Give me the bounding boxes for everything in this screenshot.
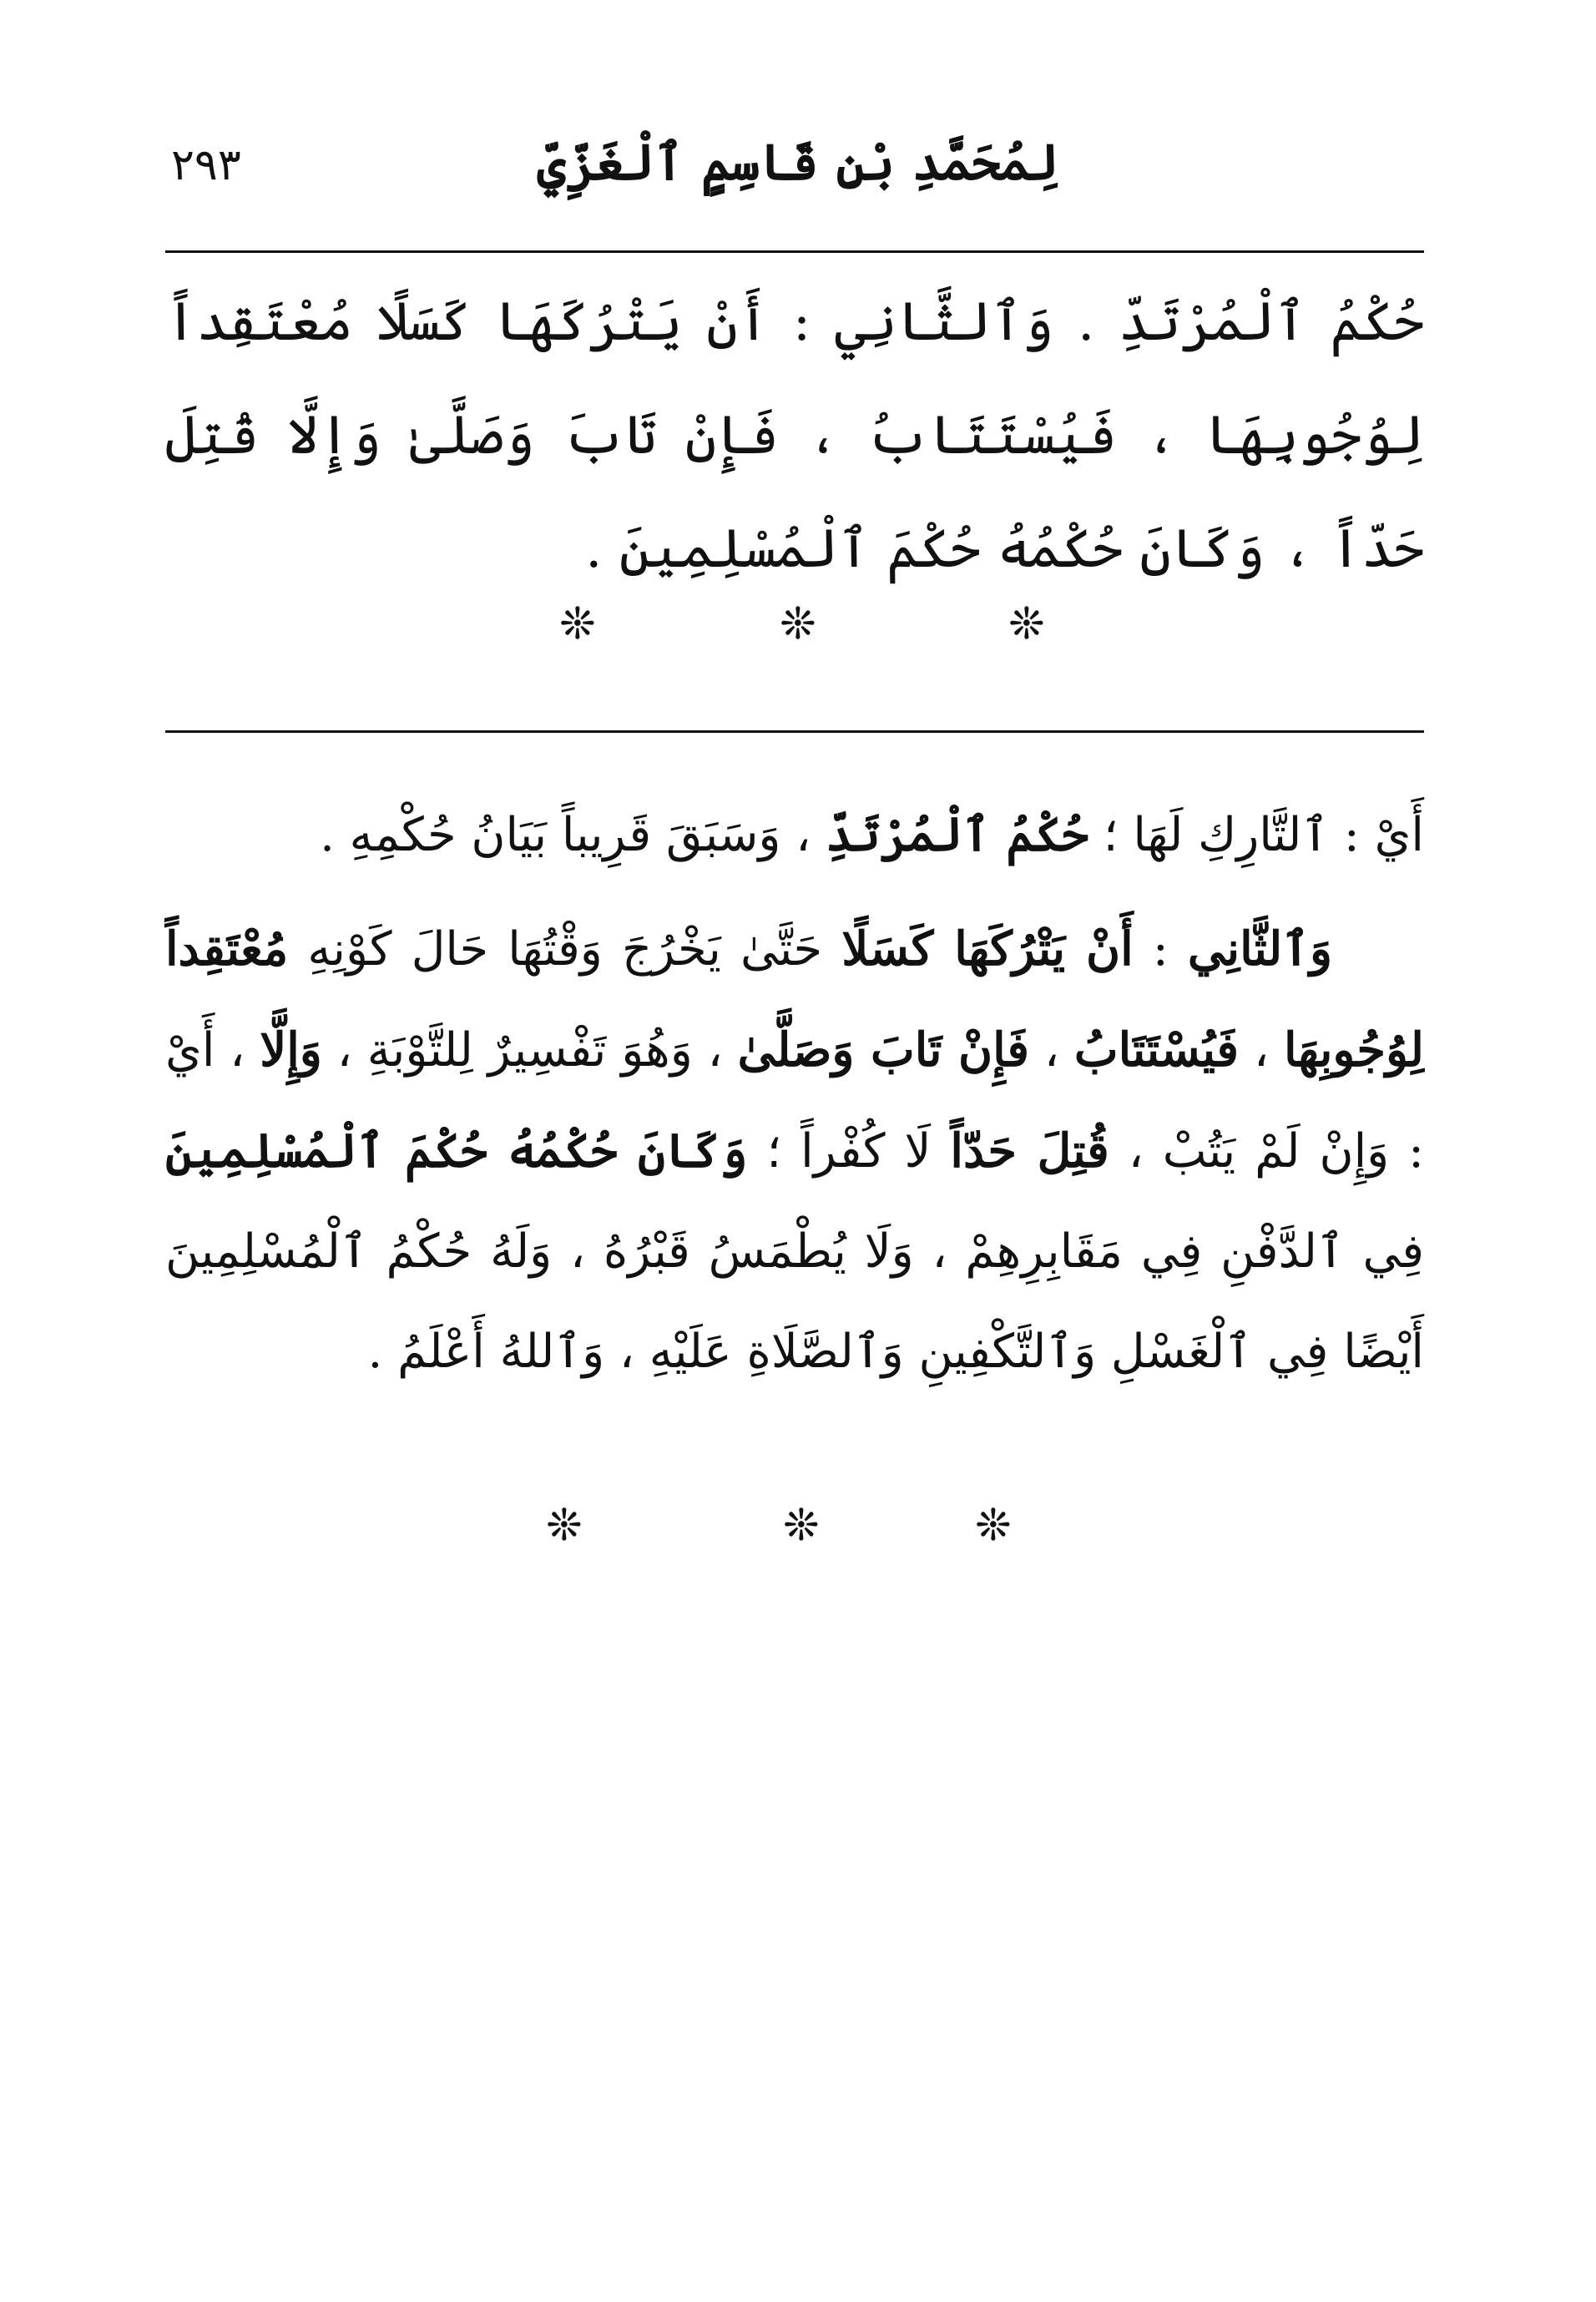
section-separator-bottom bbox=[0, 1501, 1596, 1551]
commentary-text: : bbox=[1133, 922, 1188, 977]
header-rule bbox=[165, 250, 1424, 253]
quoted-matn: حُكْمُ ٱلْمُرْتَدِّ bbox=[826, 807, 1088, 862]
section-separator-top bbox=[0, 599, 1596, 649]
quoted-matn: فَإِنْ تَابَ وَصَلَّىٰ bbox=[737, 1022, 1029, 1078]
commentary bbox=[165, 785, 1424, 1402]
quoted-matn: مُعْتَقِداً لِوُجُوبِهَا bbox=[165, 921, 1424, 1078]
asterisk-icon: ❊ bbox=[975, 1501, 1012, 1551]
running-title: لِمُحَمَّدِ بْنِ قَاسِمٍ ٱلْغَزِّيِّ bbox=[537, 134, 1059, 192]
commentary-paragraph-2 bbox=[165, 899, 1424, 1402]
quoted-matn: وَإِلَّا bbox=[260, 1022, 322, 1078]
asterisk-icon: ❊ bbox=[780, 599, 816, 649]
commentary-text: ، أَيْ : وَإِنْ لَمْ يَتُبْ ، bbox=[165, 1023, 1424, 1179]
quoted-matn: فَيُسْتَتَابُ bbox=[1073, 1022, 1240, 1078]
quoted-matn: وَكَانَ حُكْمُهُ حُكْمَ ٱلْمُسْلِمِينَ bbox=[165, 1123, 748, 1179]
page-number: ٢٩٣ bbox=[171, 140, 241, 190]
commentary-text: ، bbox=[1028, 1023, 1074, 1078]
quoted-matn: أَنْ يَتْرُكَهَا كَسَلًا bbox=[841, 921, 1134, 977]
commentary-text: فِي ٱلدَّفْنِ فِي مَقَابِرِهِمْ ، وَلَا يُطْمَسُ قَبْرُهُ ، وَلَهُ حُكْمُ ٱلْمُسْلِمِينَ أَيْضًا فِي ٱلْغَسْلِ وَٱلتَّكْفِينِ وَٱلصَّلَاةِ عَلَيْهِ ، وَٱللهُ أَعْلَمُ . bbox=[165, 1224, 1424, 1379]
commentary-rule bbox=[165, 730, 1424, 733]
commentary-text: ، وَسَبَقَ قَرِيباً بَيَانُ حُكْمِهِ . bbox=[320, 808, 826, 862]
matn-text: حُكْمُ ٱلْمُرْتَدِّ . وَٱلثَّانِي : أَنْ يَتْرُكَهَا كَسَلًا مُعْتَقِداً لِوُجُوبِهَا ، فَيُسْتَتَابُ ، فَإِنْ تَابَ وَصَلَّىٰ وَإِلَّا قُتِلَ حَدّاً ، وَكَانَ حُكْمُهُ حُكْمَ ٱلْمُسْلِمِينَ . bbox=[165, 291, 1424, 580]
commentary-text: ، وَهُوَ تَفْسِيرٌ لِلتَّوْبَةِ ، bbox=[321, 1023, 738, 1078]
commentary-text: أَيْ : ٱلتَّارِكِ لَهَا ؛ bbox=[1088, 808, 1424, 862]
asterisk-icon: ❊ bbox=[546, 1501, 583, 1551]
quoted-matn: وَٱلثَّانِي bbox=[1187, 921, 1333, 977]
asterisk-icon: ❊ bbox=[783, 1501, 820, 1551]
asterisk-icon: ❊ bbox=[1008, 599, 1045, 649]
commentary-text: ، bbox=[1239, 1023, 1284, 1078]
commentary-paragraph-1 bbox=[165, 785, 1424, 886]
asterisk-icon: ❊ bbox=[559, 599, 596, 649]
commentary-text: حَتَّىٰ يَخْرُجَ وَقْتُهَا حَالَ كَوْنِهِ bbox=[288, 922, 842, 977]
quoted-matn: قُتِلَ حَدّاً bbox=[950, 1123, 1109, 1179]
commentary-text: لَا كُفْراً ؛ bbox=[747, 1124, 951, 1179]
